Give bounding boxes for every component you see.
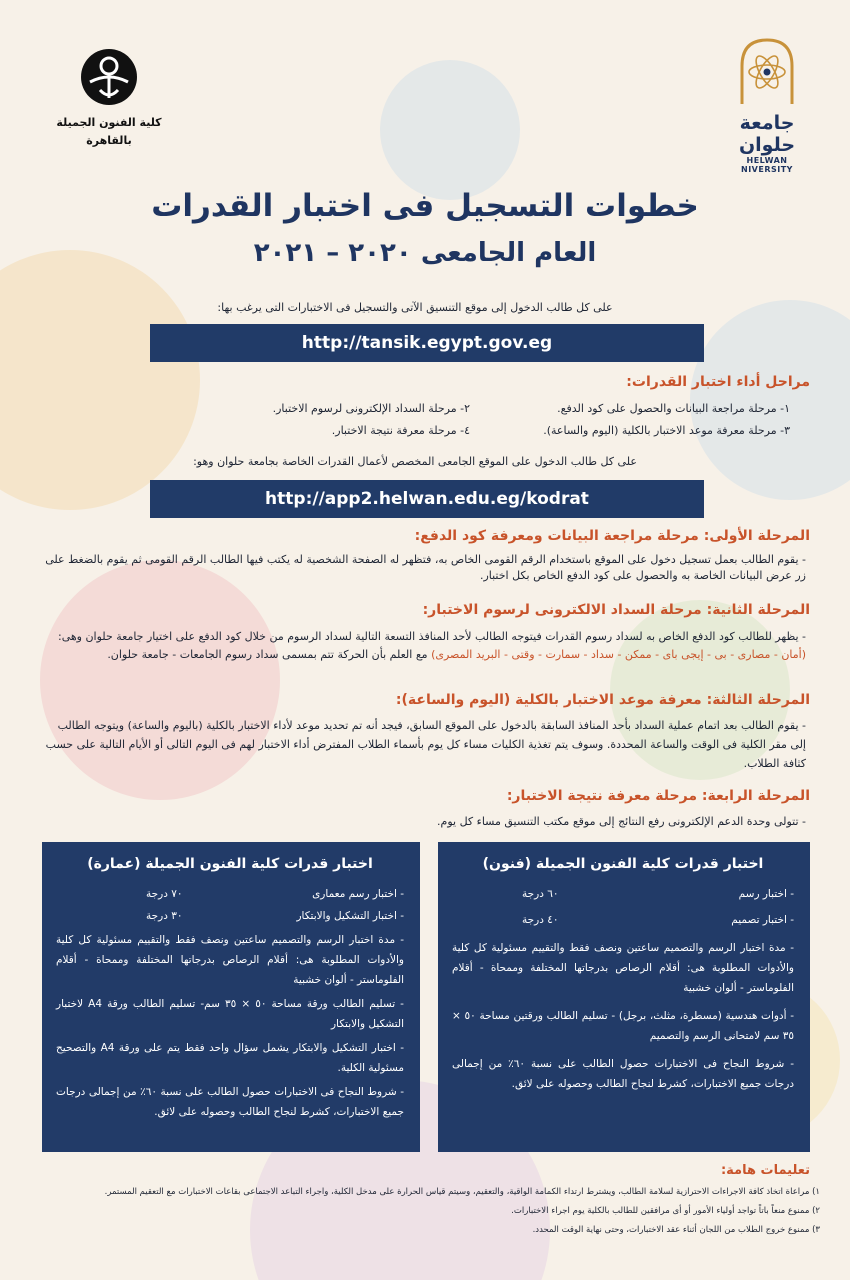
atom-icon	[732, 36, 802, 106]
grade-value: ٧٠ درجة	[146, 888, 183, 900]
grade-label: - اختبار رسم معمارى	[312, 888, 404, 900]
university-logo	[722, 36, 812, 174]
university-name-ar: جامعة حلوان	[738, 112, 796, 156]
grade-label: - اختبار رسم	[738, 888, 794, 900]
arts-exam-box	[438, 842, 810, 1152]
faculty-name-line2: بالقاهرة	[86, 134, 132, 147]
intro2-text: على كل طالب الدخول على الموقع الجامعى المخصص لأعمال القدرات الخاصة بجامعة حلوان وهو:	[193, 455, 637, 468]
payment-outlets: (أمان - مصارى - بى - إيجى باى - ممكن - سداد - سمارت - وقتى - البريد المصرى)	[431, 648, 806, 661]
grade-value: ٤٠ درجة	[522, 914, 559, 926]
university-name-en: HELWAN NIVERSITY	[741, 156, 793, 174]
architecture-exam-box	[42, 842, 420, 1152]
arts-box-p2: - أدوات هندسية (مسطرة، مثلث، برجل) - تسليم الطالب ورقتين مساحة ٥٠ × ٣٥ سم لامتحانى الرسم والتصميم	[452, 1010, 795, 1042]
stage-4: ٤- مرحلة معرفة نتيجة الاختبار.	[331, 424, 470, 437]
notes-list	[20, 1186, 820, 1243]
helwan-kodrat-url-link[interactable]: http://app2.helwan.edu.eg/kodrat	[150, 480, 704, 518]
arts-box-p1: - مدة اختبار الرسم والتصميم ساعتين ونصف فقط والتقييم مسئولية كل كلية والأدوات المطلوبة هى: أقلام الرصاص بدرجاتها المختلفة وممحاة - أقلام الفلوماستر - ألوان خشبية	[452, 942, 794, 994]
arts-grade-drawing	[452, 884, 794, 904]
stage-2: ٢- مرحلة السداد الإلكترونى لرسوم الاختبار.	[272, 402, 470, 415]
grade-value: ٣٠ درجة	[146, 910, 183, 922]
arch-grade-drawing	[56, 884, 404, 904]
faculty-logo	[44, 46, 174, 148]
phase2-title: المرحلة الثانية: مرحلة السداد الالكترونى لرسوم الاختبار:	[422, 602, 810, 618]
stages-heading: مراحل أداء اختبار القدرات:	[626, 374, 810, 390]
phase4-title: المرحلة الرابعة: مرحلة معرفة نتيجة الاختبار:	[506, 788, 810, 804]
grade-value: ٦٠ درجة	[522, 888, 559, 900]
phase2-text-b: مع العلم بأن الحركة تتم بمسمى سداد رسوم الجامعات - جامعة حلوان.	[107, 648, 432, 661]
phase2-text	[40, 628, 806, 664]
faculty-emblem-icon	[78, 46, 140, 108]
grade-label: - اختبار تصميم	[731, 914, 794, 926]
phase1-text: - يقوم الطالب بعمل تسجيل دخول على الموقع باستخدام الرقم القومى الخاص به، فتظهر له الصفحة الشخصية له يكتب فيها الطالب الرقم القومى ثم يقوم بالضغط على زر عرض البيانات الخاصة به والحصول على كود الدفع الخاص بكل اختبار.	[45, 553, 806, 582]
note-3: ٣) ممنوع خروج الطلاب من اللجان أثناء عقد الاختبارات، وحتى نهاية الوقت المحدد.	[532, 1225, 820, 1235]
arts-grade-design	[452, 910, 794, 930]
tansik-url-link[interactable]: http://tansik.egypt.gov.eg	[150, 324, 704, 362]
faculty-name-line1: كلية الفنون الجميلة	[56, 116, 162, 129]
grade-label: - اختبار التشكيل والابتكار	[296, 910, 404, 922]
arch-box-p4: - شروط النجاح فى الاختبارات حصول الطالب على نسبة ٦٠٪ من إجمالى درجات جميع الاختبارات، كشرط لنجاح الطالب وحصوله على لائق.	[56, 1086, 404, 1118]
arch-box-title: اختبار قدرات كلية الفنون الجميلة (عمارة)	[87, 856, 373, 872]
arch-box-p1: - مدة اختبار الرسم والتصميم ساعتين ونصف فقط والتقييم مسئولية كل كلية والأدوات المطلوبة هى: أقلام الرصاص بدرجاتها المختلفة وممحاة - أقلام الفلوماستر - ألوان خشبية	[56, 934, 404, 986]
arts-box-title: اختبار قدرات كلية الفنون الجميلة (فنون)	[482, 856, 764, 872]
arts-box-p3: - شروط النجاح فى الاختبارات حصول الطالب على نسبة ٦٠٪ من إجمالى درجات جميع الاختبارات، كشرط لنجاح الطالب وحصوله على لائق.	[452, 1058, 795, 1090]
note-1: ١) مراعاة اتخاذ كافة الاجراءات الاحترازية لسلامة الطالب، ويشترط ارتداء الكمامة الواقية، والتعقيم، وسيتم قياس الحرارة على مدخل الكلية، واجراء التباعد الاجتماعى بقاعات الاختبارات مع التعقيم المستمر.	[104, 1187, 820, 1197]
phase2-text-a: - يظهر للطالب كود الدفع الخاص به لسداد رسوم القدرات فيتوجه الطالب لأحد المنافذ التسعة التالية لسداد الرسوم من خلال كود الدفع على اختيار جامعة حلوان وهى:	[58, 630, 806, 643]
intro-text: على كل طالب الدخول إلى موقع التنسيق الآتى والتسجيل فى الاختبارات التى يرغب بها:	[217, 301, 613, 314]
stage-3: ٣- مرحلة معرفة موعد الاختبار بالكلية (اليوم والساعة).	[543, 424, 790, 437]
phase4-text: - تتولى وحدة الدعم الإلكترونى رفع النتائج إلى موقع مكتب التنسيق مساء كل يوم.	[437, 815, 806, 828]
arch-grade-formation	[56, 906, 404, 926]
page-title: خطوات التسجيل فى اختبار القدرات	[151, 188, 699, 224]
page-subtitle: العام الجامعى ٢٠٢٠ – ٢٠٢١	[253, 238, 597, 268]
arch-box-p3: - اختبار التشكيل والابتكار يشمل سؤال واحد فقط يتم على ورقة A4 والتصحيح مسئولية الكلية.	[56, 1042, 404, 1074]
phase1-title: المرحلة الأولى: مرحلة مراجعة البيانات ومعرفة كود الدفع:	[414, 528, 810, 544]
stage-1: ١- مرحلة مراجعة البيانات والحصول على كود الدفع.	[557, 402, 790, 415]
phase3-text: - يقوم الطالب بعد اتمام عملية السداد بأحد المنافذ السابقة بالدخول على الموقع السابق، فيجد أنه تم تحديد موعد لأداء الاختبار بالكلية (باليوم والساعة) ويتوجه الطالب إلى مقر الكلية فى الوقت والساعة المحددة. وسوف يتم تغذية الكليات مساء كل يوم بأسماء الطلاب المفترض أداء الاختبار لهم فى اليوم التالى أو الأيام التالية على حسب كثافة الطلاب.	[45, 719, 806, 770]
stages-list	[150, 398, 790, 442]
arch-box-p2: - تسليم الطالب ورقة مساحة ٥٠ × ٣٥ سم- تسليم الطالب ورقة A4 لاختبار التشكيل والابتكار	[56, 998, 404, 1030]
notes-title: تعليمات هامة:	[720, 1163, 810, 1178]
phase3-title: المرحلة الثالثة: معرفة موعد الاختبار بالكلية (اليوم والساعة):	[395, 692, 810, 708]
note-2: ٢) ممنوع منعاً باتاً تواجد أولياء الأمور أو أى مرافقين للطالب بالكلية يوم اجراء الاختبارات.	[511, 1206, 820, 1216]
